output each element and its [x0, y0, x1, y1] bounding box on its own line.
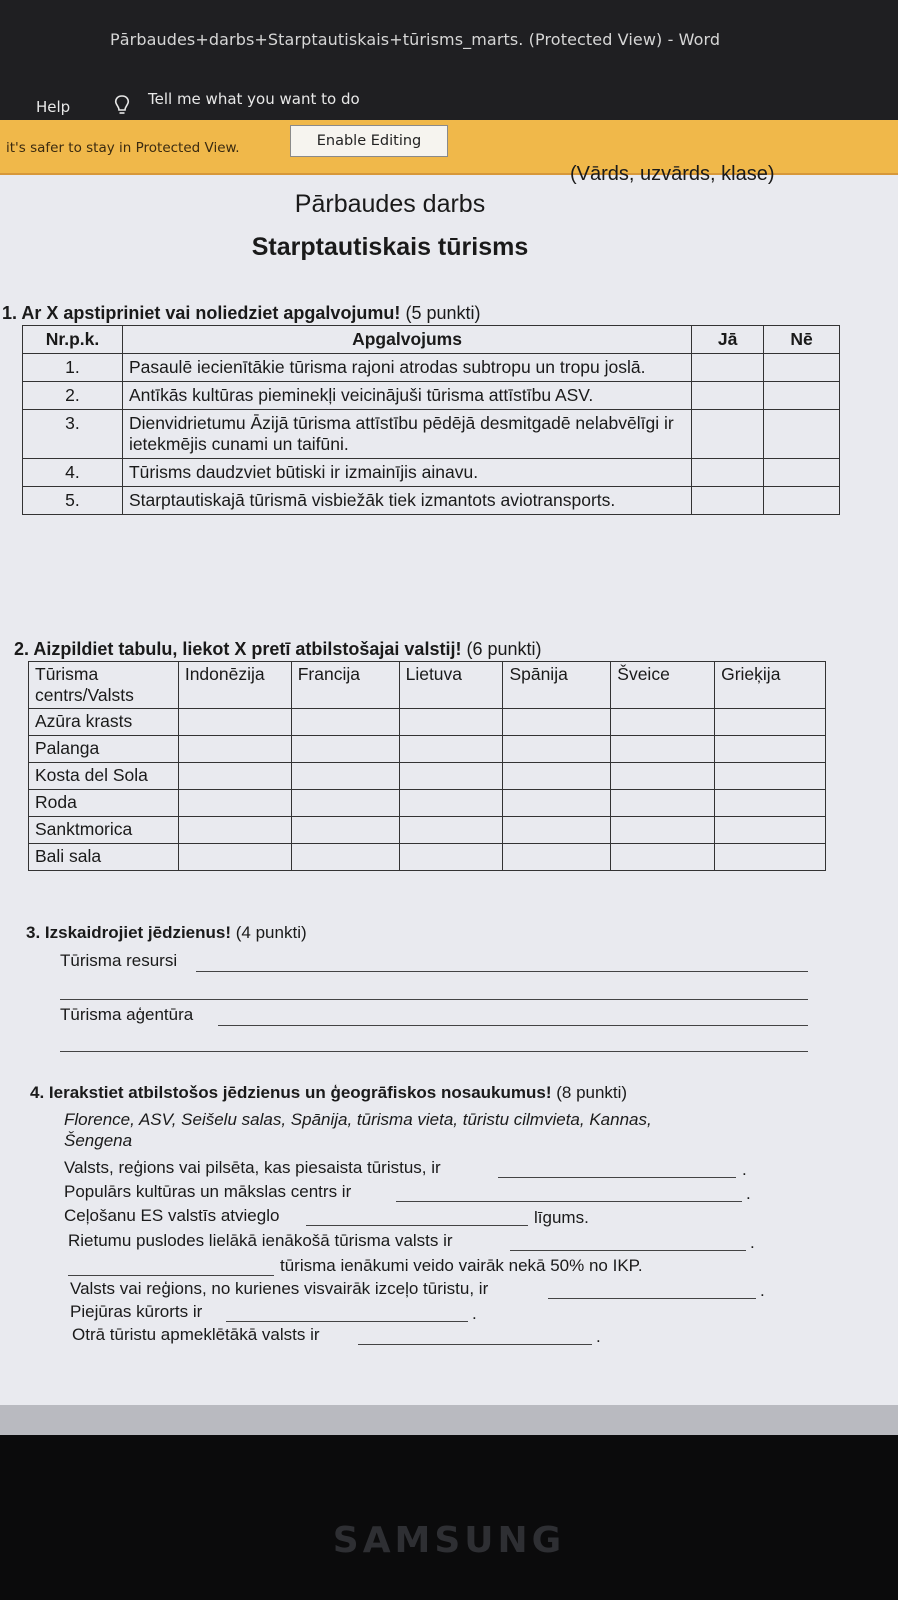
statement: Dienvidrietumu Āzijā tūrisma attīstību pēdējā desmitgadē nelabvēlīgi ir ietekmējis cunami un taifūni.	[122, 410, 691, 459]
q2-points: (6 punkti)	[466, 639, 542, 659]
name-hint: (Vārds, uzvārds, klase)	[570, 163, 775, 185]
sentence-2: Populārs kultūras un mākslas centrs ir	[64, 1182, 352, 1201]
sentence-dot: .	[596, 1327, 601, 1346]
no-cell[interactable]	[764, 487, 840, 515]
table-row	[23, 487, 840, 515]
sentence-dot: .	[750, 1233, 755, 1252]
country-header: Spānija	[503, 662, 611, 709]
q1-col-number: Nr.p.k.	[23, 326, 123, 354]
q4-heading	[30, 1083, 627, 1103]
document-title: Pārbaudes darbs	[294, 190, 486, 218]
enable-editing-button[interactable]: Enable Editing	[290, 125, 448, 157]
answer-cell[interactable]	[291, 817, 399, 844]
row-number: 2.	[23, 382, 123, 410]
answer-cell[interactable]	[503, 763, 611, 790]
sentence-dot: .	[472, 1304, 477, 1323]
center-name: Palanga	[29, 736, 179, 763]
answer-cell[interactable]	[503, 709, 611, 736]
table-row	[29, 709, 826, 736]
table-row	[29, 736, 826, 763]
yes-cell[interactable]	[692, 487, 764, 515]
answer-cell[interactable]	[399, 790, 503, 817]
answer-line[interactable]	[510, 1250, 746, 1251]
answer-cell[interactable]	[178, 736, 291, 763]
answer-cell[interactable]	[178, 790, 291, 817]
answer-cell[interactable]	[611, 763, 715, 790]
q1-number: 1.	[2, 303, 18, 323]
center-name: Kosta del Sola	[29, 763, 179, 790]
answer-cell[interactable]	[178, 844, 291, 871]
sentence-dot: .	[760, 1281, 765, 1300]
country-header: Indonēzija	[178, 662, 291, 709]
answer-cell[interactable]	[399, 817, 503, 844]
q3-heading-text: Izskaidrojiet jēdzienus!	[44, 923, 232, 942]
center-name: Roda	[29, 790, 179, 817]
sentence-3: Ceļošanu ES valstīs atvieglo	[64, 1206, 280, 1225]
sentence-8: Otrā tūristu apmeklētākā valsts ir	[72, 1325, 320, 1344]
sentence-dot: .	[746, 1184, 751, 1203]
table-row	[23, 354, 840, 382]
sentence-4: Rietumu puslodes lielākā ienākošā tūrisma valsts ir	[68, 1231, 453, 1250]
answer-cell[interactable]	[503, 817, 611, 844]
yes-cell[interactable]	[692, 459, 764, 487]
sentence-3-end: līgums.	[534, 1208, 589, 1227]
sentence-7: Piejūras kūrorts ir	[70, 1302, 203, 1321]
word-bank-line-2: Šengena	[64, 1131, 133, 1150]
answer-cell[interactable]	[291, 763, 399, 790]
q1-col-no: Nē	[764, 326, 840, 354]
answer-line[interactable]	[396, 1201, 742, 1202]
answer-line[interactable]	[548, 1298, 756, 1299]
q1-points: (5 punkti)	[405, 303, 481, 323]
word-bank-line-1: Florence, ASV, Seišelu salas, Spānija, tūrisma vieta, tūristu cilmvieta, Kannas,	[64, 1110, 652, 1129]
statement: Pasaulē iecienītākie tūrisma rajoni atrodas subtropu un tropu joslā.	[122, 354, 691, 382]
country-header: Šveice	[611, 662, 715, 709]
yes-cell[interactable]	[692, 410, 764, 459]
statement: Starptautiskajā tūrismā visbiežāk tiek izmantots aviotransports.	[122, 487, 691, 515]
answer-cell[interactable]	[291, 844, 399, 871]
monitor-bezel	[0, 1435, 898, 1600]
answer-cell[interactable]	[715, 844, 826, 871]
answer-cell[interactable]	[399, 844, 503, 871]
q2-header-row	[29, 662, 826, 709]
q1-col-yes: Jā	[692, 326, 764, 354]
center-name: Bali sala	[29, 844, 179, 871]
help-tab[interactable]: Help	[36, 98, 71, 116]
sentence-5: tūrisma ienākumi veido vairāk nekā 50% no IKP.	[280, 1256, 643, 1275]
table-row	[29, 817, 826, 844]
answer-cell[interactable]	[399, 709, 503, 736]
no-cell[interactable]	[764, 354, 840, 382]
term-tourism-resources: Tūrisma resursi	[60, 951, 178, 970]
answer-cell[interactable]	[503, 790, 611, 817]
ribbon-bar	[0, 80, 898, 120]
answer-cell[interactable]	[611, 709, 715, 736]
q1-heading-text: Ar X apstipriniet vai noliedziet apgalvojumu!	[21, 303, 401, 323]
term-tourism-agency: Tūrisma aģentūra	[60, 1005, 194, 1024]
center-name: Sanktmorica	[29, 817, 179, 844]
answer-cell[interactable]	[291, 736, 399, 763]
country-header: Francija	[291, 662, 399, 709]
window-title-bar	[0, 0, 898, 80]
answer-line[interactable]	[68, 1275, 274, 1276]
country-header: Lietuva	[399, 662, 503, 709]
table-row	[23, 410, 840, 459]
answer-line[interactable]	[498, 1177, 736, 1178]
sentence-dot: .	[742, 1160, 747, 1179]
answer-cell[interactable]	[178, 763, 291, 790]
table-row	[23, 382, 840, 410]
row-number: 4.	[23, 459, 123, 487]
answer-cell[interactable]	[611, 844, 715, 871]
table-row	[29, 844, 826, 871]
table-row	[29, 790, 826, 817]
answer-cell[interactable]	[399, 736, 503, 763]
answer-cell[interactable]	[715, 790, 826, 817]
answer-cell[interactable]	[291, 790, 399, 817]
q4-points: (8 punkti)	[556, 1083, 628, 1102]
answer-cell[interactable]	[715, 763, 826, 790]
answer-cell[interactable]	[178, 817, 291, 844]
document-subtitle: Starptautiskais tūrisms	[251, 233, 529, 261]
answer-line[interactable]	[358, 1344, 592, 1345]
q1-table	[22, 325, 840, 515]
answer-cell[interactable]	[715, 736, 826, 763]
answer-cell[interactable]	[715, 709, 826, 736]
answer-cell[interactable]	[611, 817, 715, 844]
yes-cell[interactable]	[692, 382, 764, 410]
yes-cell[interactable]	[692, 354, 764, 382]
q3-heading	[26, 923, 307, 943]
q4-number: 4.	[30, 1083, 45, 1102]
center-name: Azūra krasts	[29, 709, 179, 736]
answer-line[interactable]	[60, 1051, 808, 1052]
answer-line[interactable]	[218, 1025, 808, 1026]
q3-points: (4 punkti)	[235, 923, 307, 942]
answer-cell[interactable]	[178, 709, 291, 736]
answer-cell[interactable]	[503, 736, 611, 763]
document-page	[0, 163, 898, 1405]
statement: Tūrisms daudzviet būtiski ir izmainījis ainavu.	[122, 459, 691, 487]
protected-view-message: it's safer to stay in Protected View.	[6, 140, 240, 156]
status-bar-area	[0, 1405, 898, 1435]
q2-number: 2.	[14, 639, 30, 659]
answer-line[interactable]	[306, 1225, 528, 1226]
answer-cell[interactable]	[611, 736, 715, 763]
answer-line[interactable]	[60, 999, 808, 1000]
no-cell[interactable]	[764, 459, 840, 487]
sentence-6: Valsts vai reģions, no kurienes visvairāk izceļo tūristu, ir	[70, 1279, 489, 1298]
row-number: 5.	[23, 487, 123, 515]
table-row	[29, 763, 826, 790]
answer-line[interactable]	[196, 971, 808, 972]
q2-corner-header: Tūrisma centrs/Valsts	[29, 662, 179, 709]
q2-heading	[14, 639, 542, 660]
answer-cell[interactable]	[399, 763, 503, 790]
row-number: 3.	[23, 410, 123, 459]
q4-heading-text: Ierakstiet atbilstošos jēdzienus un ģeogrāfiskos nosaukumus!	[48, 1083, 552, 1102]
sentence-1: Valsts, reģions vai pilsēta, kas piesaista tūristus, ir	[64, 1158, 441, 1177]
no-cell[interactable]	[764, 382, 840, 410]
answer-cell[interactable]	[291, 709, 399, 736]
answer-cell[interactable]	[715, 817, 826, 844]
q2-heading-text: Aizpildiet tabulu, liekot X pretī atbilstošajai valstij!	[33, 639, 462, 659]
q3-number: 3.	[26, 923, 41, 942]
statement: Antīkās kultūras pieminekļi veicinājuši tūrisma attīstību ASV.	[122, 382, 691, 410]
answer-cell[interactable]	[611, 790, 715, 817]
table-row	[23, 459, 840, 487]
window-title: Pārbaudes+darbs+Starptautiskais+tūrisms_marts. (Protected View) - Word	[110, 30, 721, 49]
row-number: 1.	[23, 354, 123, 382]
answer-cell[interactable]	[503, 844, 611, 871]
answer-line[interactable]	[226, 1321, 468, 1322]
no-cell[interactable]	[764, 410, 840, 459]
country-header: Grieķija	[715, 662, 826, 709]
q1-heading	[2, 303, 481, 324]
q1-header-row	[23, 326, 840, 354]
q1-col-statement: Apgalvojums	[122, 326, 691, 354]
tell-me-search[interactable]: Tell me what you want to do	[148, 90, 360, 108]
lightbulb-icon	[112, 94, 132, 116]
monitor-brand-logo: SAMSUNG	[332, 1520, 566, 1561]
q2-table	[28, 661, 826, 871]
